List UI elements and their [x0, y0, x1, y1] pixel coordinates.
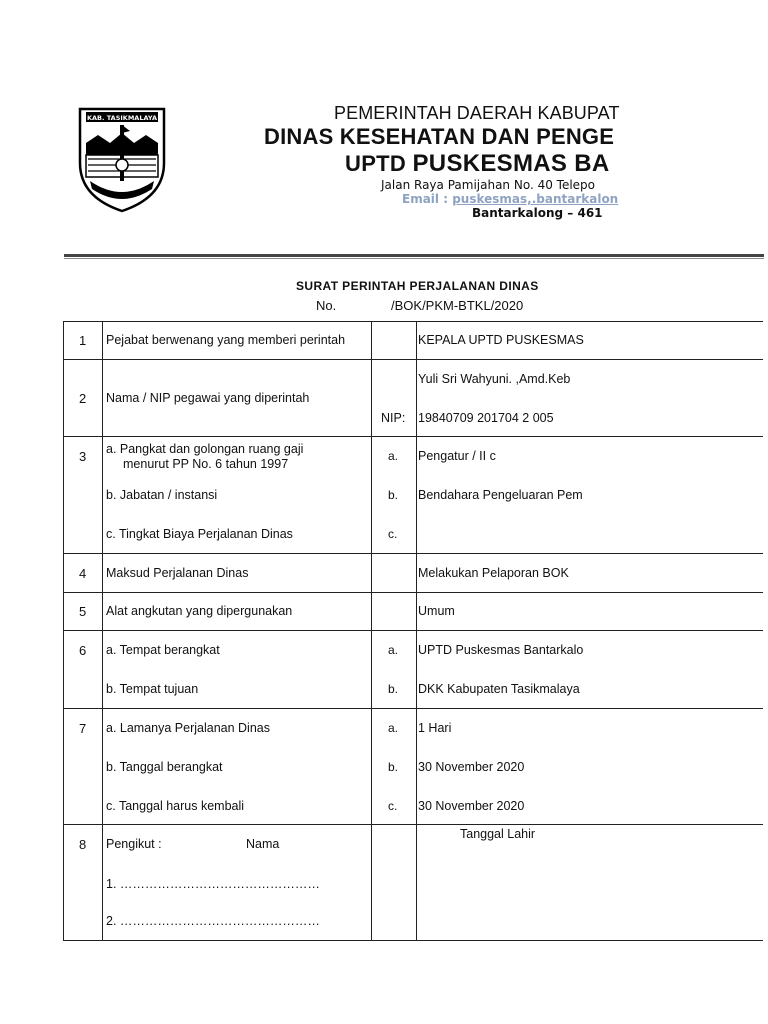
item-mark: b.: [388, 760, 399, 774]
row-value: Umum: [418, 604, 455, 618]
table-rule: [63, 553, 763, 554]
row-label: a. Lamanya Perjalanan Dinas: [106, 721, 270, 735]
item-mark: a.: [388, 449, 399, 463]
row-value: KEPALA UPTD PUSKESMAS: [418, 333, 584, 347]
follower-entry: 1. …………………………………………: [106, 877, 320, 891]
row-value: 30 November 2020: [418, 799, 525, 813]
row-label: a. Pangkat dan golongan ruang gaji: [106, 442, 304, 456]
table-column-rule: [63, 321, 64, 941]
row-label: a. Tempat berangkat: [106, 643, 220, 657]
employee-name: Yuli Sri Wahyuni. ,Amd.Keb: [418, 372, 571, 386]
row-number: 2: [79, 391, 87, 406]
row-value: UPTD Puskesmas Bantarkalo: [418, 643, 584, 657]
city-line: Bantarkalong – 461: [472, 206, 603, 220]
row-value: Pengatur / II c: [418, 449, 496, 463]
row-value: DKK Kabupaten Tasikmalaya: [418, 682, 580, 696]
email-link[interactable]: puskesmas,.bantarkalon: [452, 192, 619, 206]
row-value: Melakukan Pelaporan BOK: [418, 566, 569, 580]
table-rule: [63, 592, 763, 593]
followers-name-header: Nama: [246, 837, 280, 851]
followers-dob-header: Tanggal Lahir: [460, 827, 536, 841]
table-column-rule: [416, 321, 417, 941]
row-number: 7: [79, 721, 87, 736]
agency-header: DINAS KESEHATAN DAN PENGE: [264, 124, 615, 149]
table-rule: [63, 630, 763, 631]
table-rule: [63, 436, 763, 437]
row-number: 1: [79, 333, 87, 348]
nip-label: NIP:: [381, 411, 406, 425]
unit-header: [345, 150, 609, 178]
row-value: 1 Hari: [418, 721, 452, 735]
item-mark: c.: [388, 527, 398, 541]
unit-name: PUSKESMAS BA: [412, 150, 610, 177]
follower-entry: 2. …………………………………………: [106, 914, 320, 928]
row-label: Nama / NIP pegawai yang diperintah: [106, 391, 310, 405]
table-rule: [63, 708, 763, 709]
item-mark: c.: [388, 799, 398, 813]
row-number: 8: [79, 837, 87, 852]
row-number: 5: [79, 604, 87, 619]
number-label: No.: [316, 298, 337, 313]
row-label: c. Tanggal harus kembali: [106, 799, 245, 813]
row-value: 30 November 2020: [418, 760, 525, 774]
row-number: 3: [79, 449, 87, 464]
number-reference: /BOK/PKM-BTKL/2020: [391, 298, 524, 313]
row-number: 6: [79, 643, 87, 658]
row-label: Pengikut :: [106, 837, 162, 851]
email-label: Email :: [402, 192, 453, 206]
logo-text: KAB. TASIKMALAYA: [86, 114, 158, 122]
row-label: b. Tanggal berangkat: [106, 760, 223, 774]
row-value: Bendahara Pengeluaran Pem: [418, 488, 583, 502]
row-label: Alat angkutan yang dipergunakan: [106, 604, 293, 618]
unit-prefix: UPTD: [345, 151, 413, 176]
government-header: PEMERINTAH DAERAH KABUPAT: [334, 103, 620, 123]
row-label: c. Tingkat Biaya Perjalanan Dinas: [106, 527, 293, 541]
table-column-rule: [371, 321, 372, 941]
row-number: 4: [79, 566, 87, 581]
document-number: [316, 298, 524, 313]
regency-emblem-icon: [76, 103, 168, 213]
item-mark: b.: [388, 682, 399, 696]
item-mark: b.: [388, 488, 399, 502]
table-rule: [63, 824, 763, 825]
row-label: Maksud Perjalanan Dinas: [106, 566, 249, 580]
header-rule-thin: [64, 258, 764, 259]
address-line: Jalan Raya Pamijahan No. 40 Telepo: [381, 178, 596, 192]
header-rule-thick: [64, 254, 764, 257]
table-column-rule: [102, 321, 103, 941]
table-rule: [63, 940, 763, 941]
nip-value: 19840709 201704 2 005: [418, 411, 554, 425]
document-title: SURAT PERINTAH PERJALANAN DINAS: [296, 279, 539, 293]
row-label: b. Tempat tujuan: [106, 682, 199, 696]
row-label: b. Jabatan / instansi: [106, 488, 218, 502]
item-mark: a.: [388, 721, 399, 735]
table-rule: [63, 359, 763, 360]
email-line: [402, 192, 618, 206]
row-label-continued: menurut PP No. 6 tahun 1997: [123, 457, 289, 471]
row-label: Pejabat berwenang yang memberi perintah: [106, 333, 346, 347]
item-mark: a.: [388, 643, 399, 657]
table-rule: [63, 321, 763, 322]
